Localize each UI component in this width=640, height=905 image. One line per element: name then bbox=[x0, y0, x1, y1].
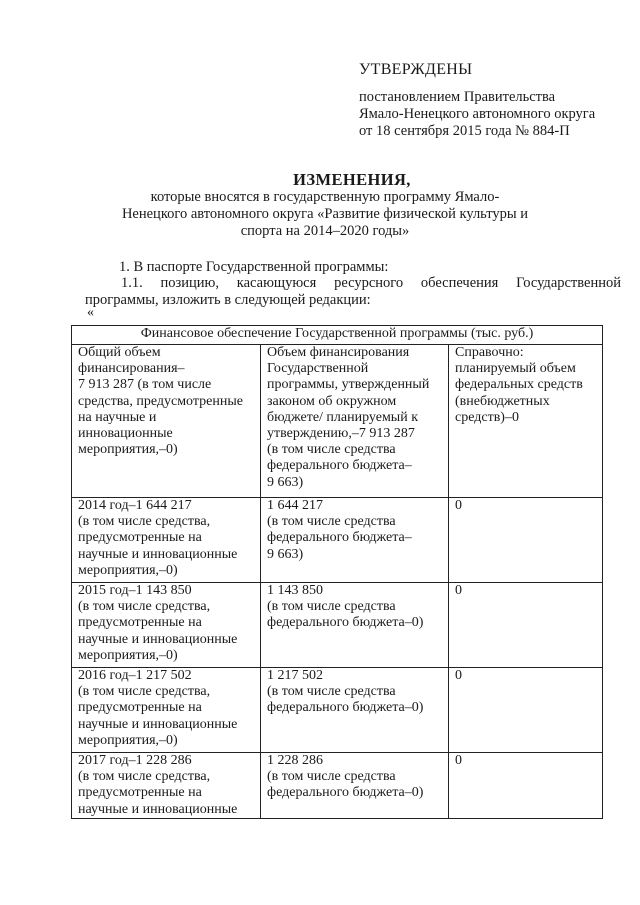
cell-year-total: 2016 год–1 217 502 (в том числе средства, предусмотренные на научные и инновационные мероприятия,–0) bbox=[72, 668, 261, 753]
cell-year-total: 2015 год–1 143 850 (в том числе средства, предусмотренные на научные и инновационные мероприятия,–0) bbox=[72, 583, 261, 668]
table-row bbox=[72, 498, 603, 583]
approval-details bbox=[359, 89, 595, 140]
cell-year-total: 2014 год–1 644 217 (в том числе средства, предусмотренные на научные и инновационные мероприятия,–0) bbox=[72, 498, 261, 583]
cell-program-funding: Объем финансирования Государственной программы, утвержденный законом об окружном бюджете/ планируемый к утверждению,–7 913 287 (в том числе средства федерального бюджета– 9 663) bbox=[261, 345, 449, 498]
cell-year-reference: 0 bbox=[449, 753, 603, 819]
table-header: Финансовое обеспечение Государственной программы (тыс. руб.) bbox=[72, 326, 603, 345]
paragraph-1: 1. В паспорте Государственной программы: bbox=[119, 259, 389, 275]
cell-year-reference: 0 bbox=[449, 583, 603, 668]
cell-reference-funding: Справочно: планируемый объем федеральных средств (внебюджетных средств)–0 bbox=[449, 345, 603, 498]
approved-heading: УТВЕРЖДЕНЫ bbox=[359, 61, 473, 78]
table-row-total bbox=[72, 345, 603, 498]
cell-year-program: 1 228 286 (в том числе средства федерального бюджета–0) bbox=[261, 753, 449, 819]
cell-year-program: 1 644 217 (в том числе средства федерального бюджета– 9 663) bbox=[261, 498, 449, 583]
approval-line-1: постановлением Правительства bbox=[359, 89, 556, 105]
cell-total-funding: Общий объем финансирования– 7 913 287 (в том числе средства, предусмотренные на научные и инновационные мероприятия,–0) bbox=[72, 345, 261, 498]
cell-year-reference: 0 bbox=[449, 668, 603, 753]
financing-table bbox=[71, 325, 603, 819]
table-row bbox=[72, 583, 603, 668]
cell-year-reference: 0 bbox=[449, 498, 603, 583]
approval-line-2: Ямало-Ненецкого автономного округа bbox=[359, 106, 596, 122]
table-row bbox=[72, 668, 603, 753]
cell-year-total: 2017 год–1 228 286 (в том числе средства, предусмотренные на научные и инновационные bbox=[72, 753, 261, 819]
document-subtitle: которые вносятся в государственную программу Ямало-Ненецкого автономного округа «Развитие физической культуры и спорта на 2014–2020 годы» bbox=[121, 189, 529, 239]
cell-year-program: 1 143 850 (в том числе средства федерального бюджета–0) bbox=[261, 583, 449, 668]
opening-quote: « bbox=[87, 305, 94, 320]
approval-line-3: от 18 сентября 2015 года № 884-П bbox=[359, 123, 570, 139]
cell-year-program: 1 217 502 (в том числе средства федерального бюджета–0) bbox=[261, 668, 449, 753]
paragraph-1-1: 1.1. позицию, касающуюся ресурсного обеспечения Государственной программы, изложить в следующей редакции: bbox=[85, 275, 621, 308]
document-title: ИЗМЕНЕНИЯ, bbox=[293, 170, 411, 189]
table-row bbox=[72, 753, 603, 819]
